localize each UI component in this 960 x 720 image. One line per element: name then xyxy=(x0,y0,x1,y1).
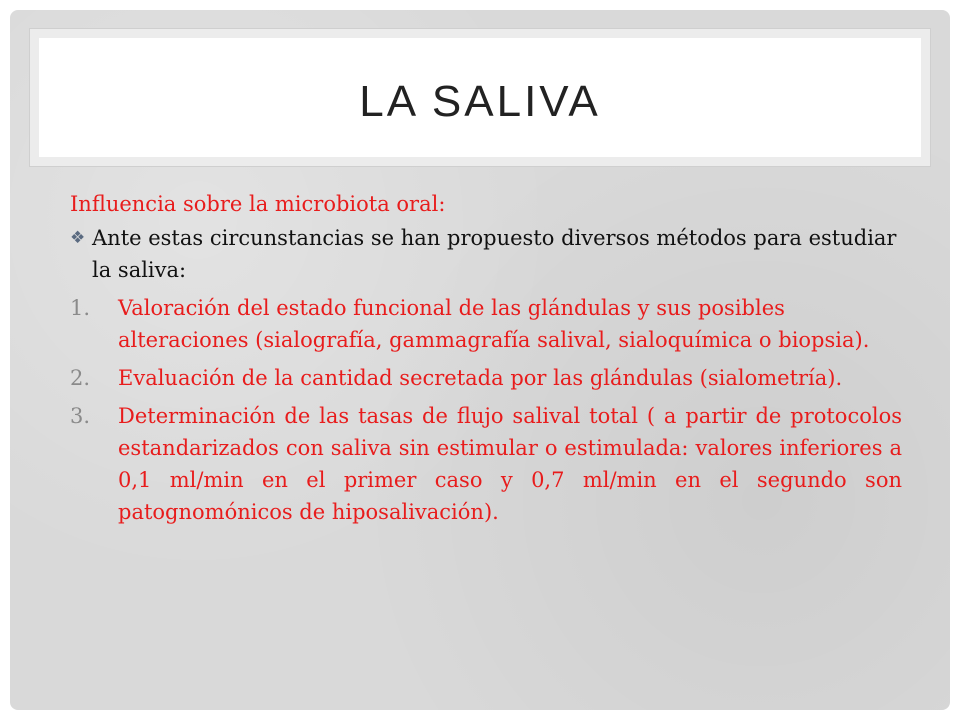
section-subtitle: Influencia sobre la microbiota oral: xyxy=(70,192,446,216)
slide-title: LA SALIVA xyxy=(359,76,601,126)
list-text: Valoración del estado funcional de las glándulas y sus posibles alteraciones (sialografía, gammagrafía salival, sialoquímica o biopsia). xyxy=(118,296,870,352)
list-item xyxy=(70,400,902,528)
bullet-text: Ante estas circunstancias se han propuesto diversos métodos para estudiar la saliva: xyxy=(92,226,897,282)
list-text: Determinación de las tasas de flujo salival total ( a partir de protocolos estandarizados con saliva sin estimular o estimulada: valores inferiores a 0,1 ml/min en el primer caso y 0,7 ml/min en el segundo son patognomónicos de hiposalivación). xyxy=(118,404,902,524)
list-text: Evaluación de la cantidad secretada por las glándulas (sialometría). xyxy=(118,366,843,390)
list-number: 2. xyxy=(70,366,91,390)
title-box xyxy=(30,29,930,166)
list-item xyxy=(70,362,902,394)
list-number: 3. xyxy=(70,404,91,428)
bullet-item xyxy=(70,222,902,286)
slide xyxy=(10,10,950,710)
numbered-list xyxy=(70,292,902,528)
diamond-bullet-icon: ❖ xyxy=(70,228,86,248)
slide-content xyxy=(70,188,902,534)
list-item xyxy=(70,292,902,356)
list-number: 1. xyxy=(70,296,91,320)
